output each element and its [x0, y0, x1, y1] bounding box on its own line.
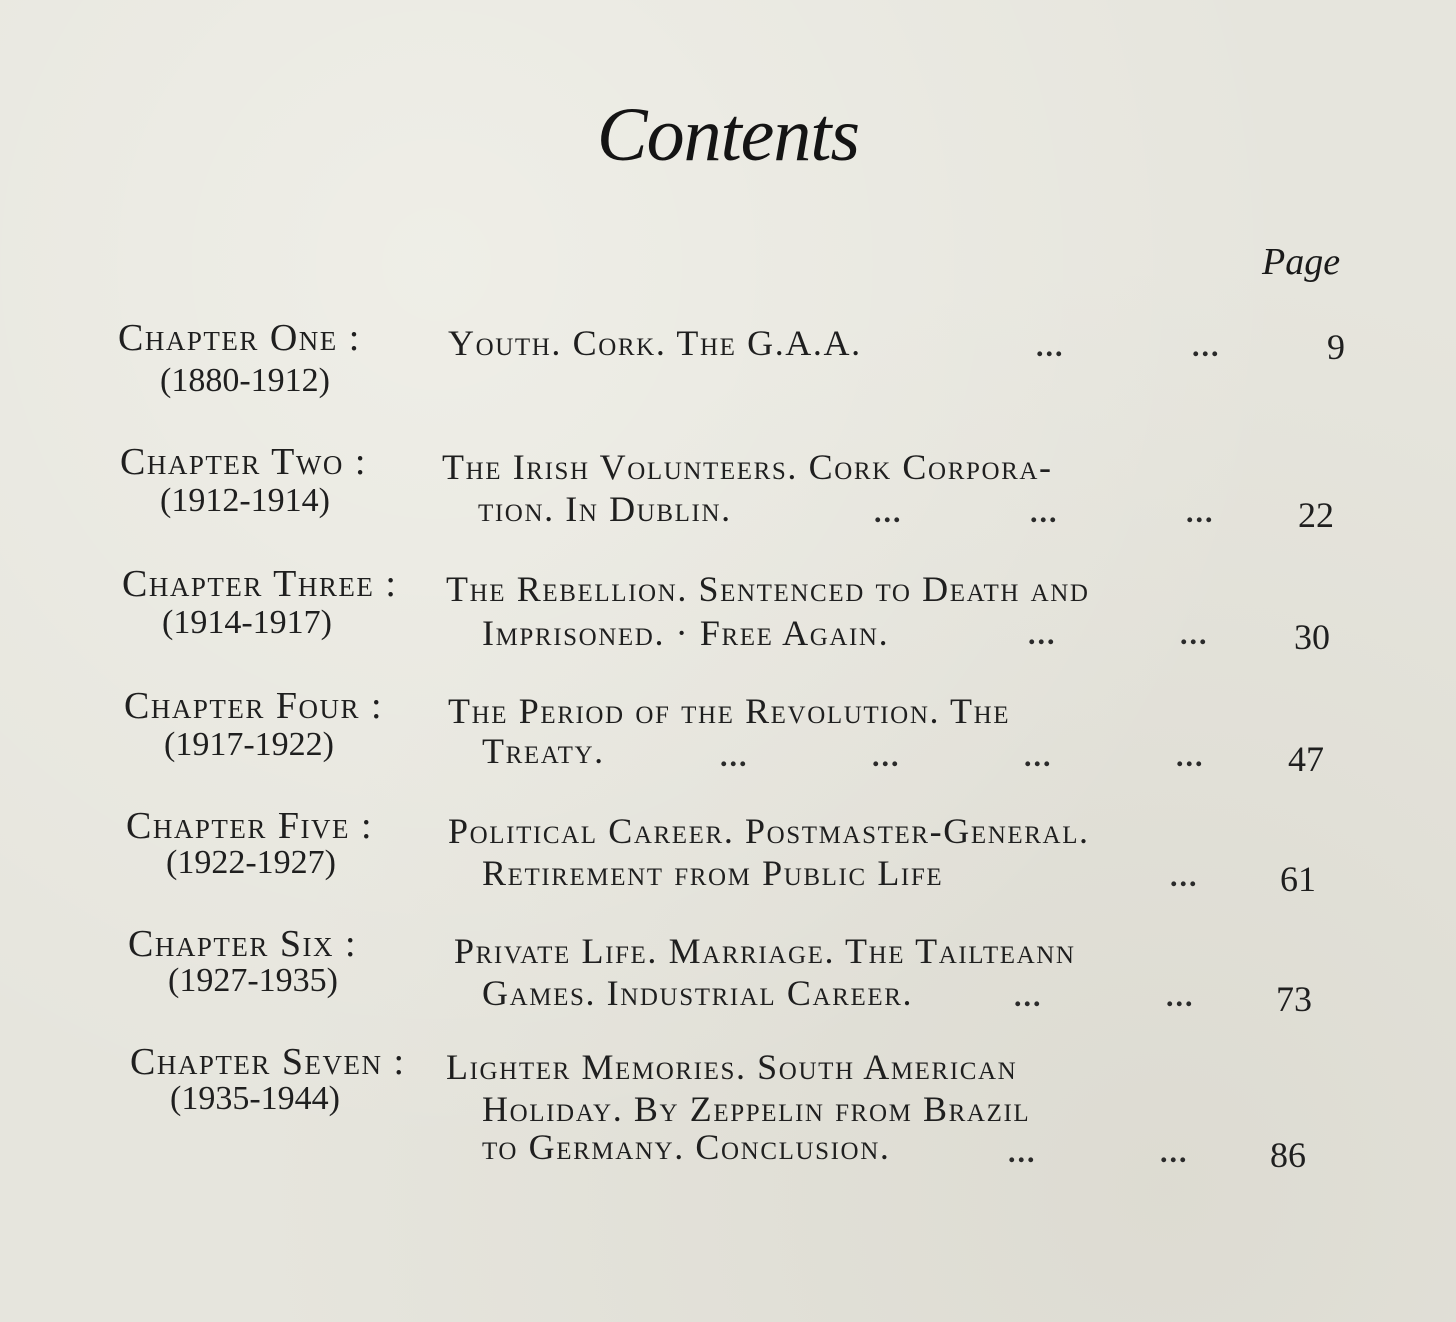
leader-dots: ...	[1028, 618, 1057, 651]
chapter-years: (1922-1927)	[166, 844, 336, 881]
chapter-title-line: tion. In Dublin.	[478, 489, 732, 529]
chapter-label: Chapter Five :	[126, 805, 374, 847]
chapter-title-line: Games. Industrial Career.	[482, 973, 914, 1013]
chapter-years: (1912-1914)	[160, 482, 330, 519]
chapter-label: Chapter Three :	[122, 563, 398, 605]
chapter-years: (1935-1944)	[170, 1080, 340, 1117]
page-number: 47	[1288, 739, 1324, 779]
chapter-title-line: Holiday. By Zeppelin from Brazil	[482, 1089, 1031, 1129]
chapter-label: Chapter Two :	[120, 441, 367, 483]
page-number: 61	[1280, 859, 1316, 899]
page-number: 9	[1327, 327, 1345, 367]
chapter-years: (1880-1912)	[160, 362, 330, 399]
chapter-label: Chapter Six :	[128, 923, 358, 965]
chapter-title-line: Imprisoned. · Free Again.	[482, 613, 890, 653]
page-number: 22	[1298, 495, 1334, 535]
chapter-label: Chapter Four :	[124, 685, 384, 727]
leader-dots: ...	[1036, 330, 1065, 363]
leader-dots: ...	[1192, 330, 1221, 363]
chapter-label: Chapter One :	[118, 317, 361, 359]
leader-dots: ...	[1186, 496, 1215, 529]
chapter-title-line: Retirement from Public Life	[482, 853, 944, 893]
chapter-title-line: The Period of the Revolution. The	[448, 691, 1011, 731]
chapter-years: (1917-1922)	[164, 726, 334, 763]
page-number: 30	[1294, 617, 1330, 657]
leader-dots: ...	[1180, 618, 1209, 651]
chapter-title-line: The Irish Volunteers. Cork Corpora-	[442, 447, 1053, 487]
page-number: 73	[1276, 979, 1312, 1019]
page-title: Contents	[596, 93, 860, 177]
chapter-label: Chapter Seven :	[130, 1041, 406, 1083]
leader-dots: ...	[1160, 1136, 1189, 1169]
page-number: 86	[1270, 1135, 1306, 1175]
chapter-title-line: to Germany. Conclusion.	[482, 1127, 891, 1167]
leader-dots: ...	[1014, 980, 1043, 1013]
leader-dots: ...	[1024, 740, 1053, 773]
chapter-title-line: Private Life. Marriage. The Tailteann	[454, 931, 1076, 971]
leader-dots: ...	[1176, 740, 1205, 773]
chapter-title-line: Lighter Memories. South American	[446, 1047, 1018, 1087]
chapter-title-line: Treaty.	[482, 731, 605, 771]
chapter-title-line: Political Career. Postmaster-General.	[448, 811, 1090, 851]
chapter-title-line: The Rebellion. Sentenced to Death and	[446, 569, 1090, 609]
leader-dots: ...	[1166, 980, 1195, 1013]
chapter-years: (1927-1935)	[168, 962, 338, 999]
leader-dots: ...	[874, 496, 903, 529]
leader-dots: ...	[1030, 496, 1059, 529]
leader-dots: ...	[1170, 860, 1199, 893]
leader-dots: ...	[720, 740, 749, 773]
leader-dots: ...	[872, 740, 901, 773]
leader-dots: ...	[1008, 1136, 1037, 1169]
chapter-title-line: Youth. Cork. The G.A.A.	[448, 323, 862, 363]
page-column-heading: Page	[1262, 241, 1341, 283]
chapter-years: (1914-1917)	[162, 604, 332, 641]
